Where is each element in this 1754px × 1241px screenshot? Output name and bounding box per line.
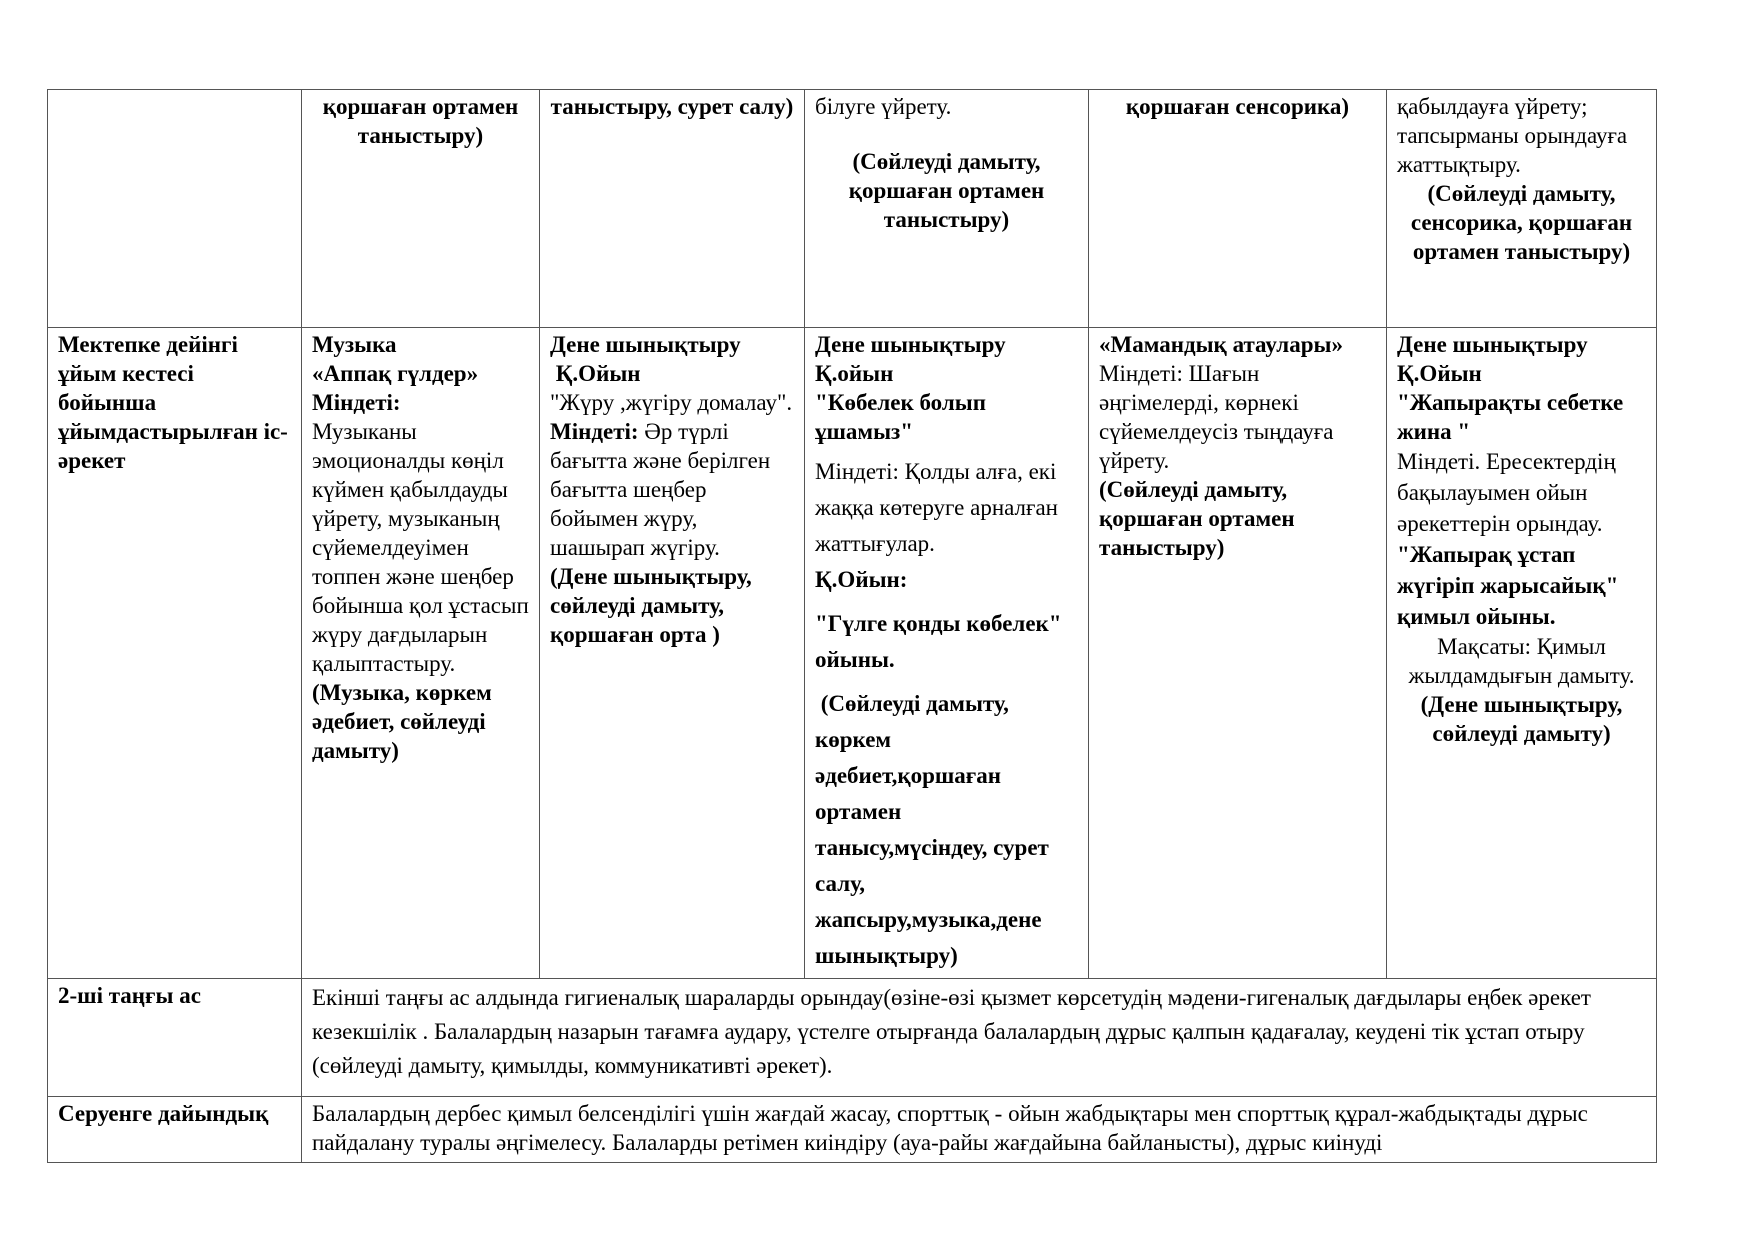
- game-name: "Жапырақты себетке жина ": [1397, 390, 1624, 444]
- row-label-cell: 2-ші таңғы ас: [48, 979, 302, 1097]
- cell-areas: (Дене шынықтыру, сөйлеуді дамыту, қоршаған орта ): [550, 564, 752, 647]
- row-label-cell: Серуенге дайындық: [48, 1097, 302, 1163]
- table-cell: [540, 328, 805, 979]
- cell-areas: (Музыка, көркем әдебиет, сөйлеуді дамыту): [312, 680, 492, 763]
- table-cell: Екінші таңғы ас алдында гигиеналық шараларды орындау(өзіне-өзі қызмет көрсетудің мәдени-гигеналық дағдылары еңбек әрекет кезекшілік . Балалардың назарын тағамға аудару, үстелге отырғанда балалардың дұрыс қалпын қадағалау, кеудені тік ұстап отыру (сөйлеуді дамыту, қимылды, коммуникативті әрекет).: [302, 979, 1657, 1097]
- cell-areas: (Дене шынықтыру, сөйлеуді дамыту): [1420, 692, 1623, 746]
- game-label: Қ.Ойын:: [815, 567, 908, 592]
- row-label-cell: Мектепке дейінгі ұйым кестесі бойынша ұйымдастырылған іс-әрекет: [48, 328, 302, 979]
- table-cell: Балалардың дербес қимыл белсенділігі үшін жағдай жасау, спорттық - ойын жабдықтары мен спорттық құрал-жабдықтады дұрыс пайдалану туралы әңгімелесу. Балаларды ретімен киіндіру (ауа-райы жағдайына байланысты), дұрыс киінуді: [302, 1097, 1657, 1163]
- row-label-cell: [48, 90, 302, 328]
- activity-subtitle: Қ.Ойын: [1397, 361, 1482, 386]
- table-row: [48, 90, 1657, 328]
- activity-title: Дене шынықтыру: [550, 332, 741, 357]
- cell-text: білуге үйрету.: [815, 94, 952, 119]
- cell-areas: (Сөйлеуді дамыту, қоршаған ортамен таныстыру): [1099, 477, 1295, 560]
- table-row: [48, 328, 1657, 979]
- game-name: "Гүлге қонды көбелек" ойыны.: [815, 611, 1062, 672]
- activity-name: «Аппақ гүлдер»: [312, 361, 479, 386]
- task-body: Әр түрлі бағытта және берілген бағытта шеңбер бойымен жүру, шашырап жүгіру.: [550, 419, 771, 560]
- table-cell: таныстыру, сурет салу): [540, 90, 805, 328]
- table-cell: [805, 90, 1089, 328]
- task-label: Міндеті:: [550, 419, 639, 444]
- table-cell: [1089, 328, 1387, 979]
- cell-text: қабылдауға үйрету; тапсырманы орындауға жаттықтыру.: [1397, 94, 1628, 177]
- task-text: [550, 417, 794, 562]
- table-cell: [302, 328, 540, 979]
- game-name: "Жүру ,жүгіру домалау".: [550, 390, 793, 415]
- task-text: Міндеті. Ересектердің бақылауымен ойын әрекеттерін орындау.: [1397, 449, 1616, 536]
- game-name: "Көбелек болып ұшамыз": [815, 390, 986, 444]
- activity-title: Музыка: [312, 332, 397, 357]
- activity-subtitle: Қ.Ойын: [550, 361, 641, 386]
- table-cell: [805, 328, 1089, 979]
- schedule-table: [47, 89, 1657, 1163]
- task-text: Міндеті: Қолды алға, екі жаққа көтеруге арналған жаттығулар.: [815, 459, 1058, 556]
- cell-areas: (Сөйлеуді дамыту, қоршаған ортамен таныстыру): [848, 149, 1045, 232]
- game-name: "Жапырақ ұстап жүгіріп жарысайық" қимыл ойыны.: [1397, 542, 1619, 629]
- activity-title: «Мамандық атаулары»: [1099, 332, 1343, 357]
- cell-areas: (Сөйлеуді дамыту, сенсорика, қоршаған ортамен таныстыру): [1410, 181, 1633, 264]
- activity-title: Дене шынықтыру: [1397, 332, 1588, 357]
- activity-subtitle: Қ.ойын: [815, 361, 894, 386]
- table-cell: қоршаған ортамен таныстыру): [302, 90, 540, 328]
- table-cell: [1387, 90, 1657, 328]
- cell-areas: (Сөйлеуді дамыту, көркем әдебиет,қоршаған ортамен танысу,мүсіндеу, сурет салу, жапсыру,музыка,дене шынықтыру): [815, 691, 1055, 968]
- task-text: Міндеті: Шағын әңгімелерді, көрнекі сүйемелдеусіз тыңдауға үйрету.: [1099, 361, 1334, 473]
- table-row: [48, 979, 1657, 1097]
- activity-title: Дене шынықтыру: [815, 332, 1006, 357]
- table-cell: [1387, 328, 1657, 979]
- task-label: Міндеті:: [312, 390, 401, 415]
- task-text: Музыканы эмоционалды көңіл күймен қабылдауды үйрету, музыканың сүйемелдеуімен топпен және шеңбер бойынша қол ұстасып жүру дағдыларын қалыптастыру.: [312, 419, 529, 676]
- goal-text: Мақсаты: Қимыл жылдамдығын дамыту.: [1408, 634, 1635, 688]
- table-row: [48, 1097, 1657, 1163]
- table-cell: қоршаған сенсорика): [1089, 90, 1387, 328]
